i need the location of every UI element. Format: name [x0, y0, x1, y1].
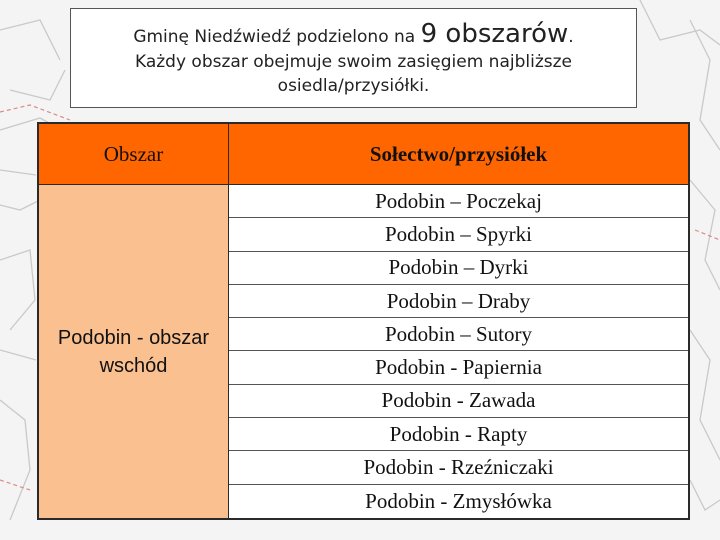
settlement-row: Podobin – Draby [229, 285, 688, 318]
settlement-row: Podobin - Zawada [229, 385, 688, 418]
intro-headline-prefix: Gminę Niedźwiedź podzielono na [133, 27, 421, 47]
area-name-cell: Podobin - obszar wschód [39, 185, 229, 518]
settlement-row: Podobin – Dyrki [229, 252, 688, 285]
header-settlement: Sołectwo/przysiółek [369, 141, 548, 166]
header-area: Obszar [39, 124, 229, 184]
settlement-row: Podobin – Poczekaj [229, 185, 688, 218]
settlement-row: Podobin – Sutory [229, 318, 688, 351]
settlement-row: Podobin - Rzeźniczaki [229, 451, 688, 484]
settlement-row: Podobin - Rapty [229, 418, 688, 451]
intro-area-count: 9 obszarów [420, 19, 569, 49]
settlement-row: Podobin - Papiernia [229, 351, 688, 384]
settlement-row: Podobin – Spyrki [229, 218, 688, 251]
intro-description: Każdy obszar obejmuje swoim zasięgiem najbliższe osiedla/przysiółki. [134, 52, 572, 96]
intro-headline-suffix: . [568, 27, 574, 47]
settlement-list [229, 185, 688, 518]
table-header-row [39, 124, 688, 185]
settlement-row: Podobin - Zmysłówka [365, 488, 552, 513]
intro-text-box [70, 8, 637, 108]
area-table [37, 122, 690, 520]
intro-headline [71, 21, 636, 50]
